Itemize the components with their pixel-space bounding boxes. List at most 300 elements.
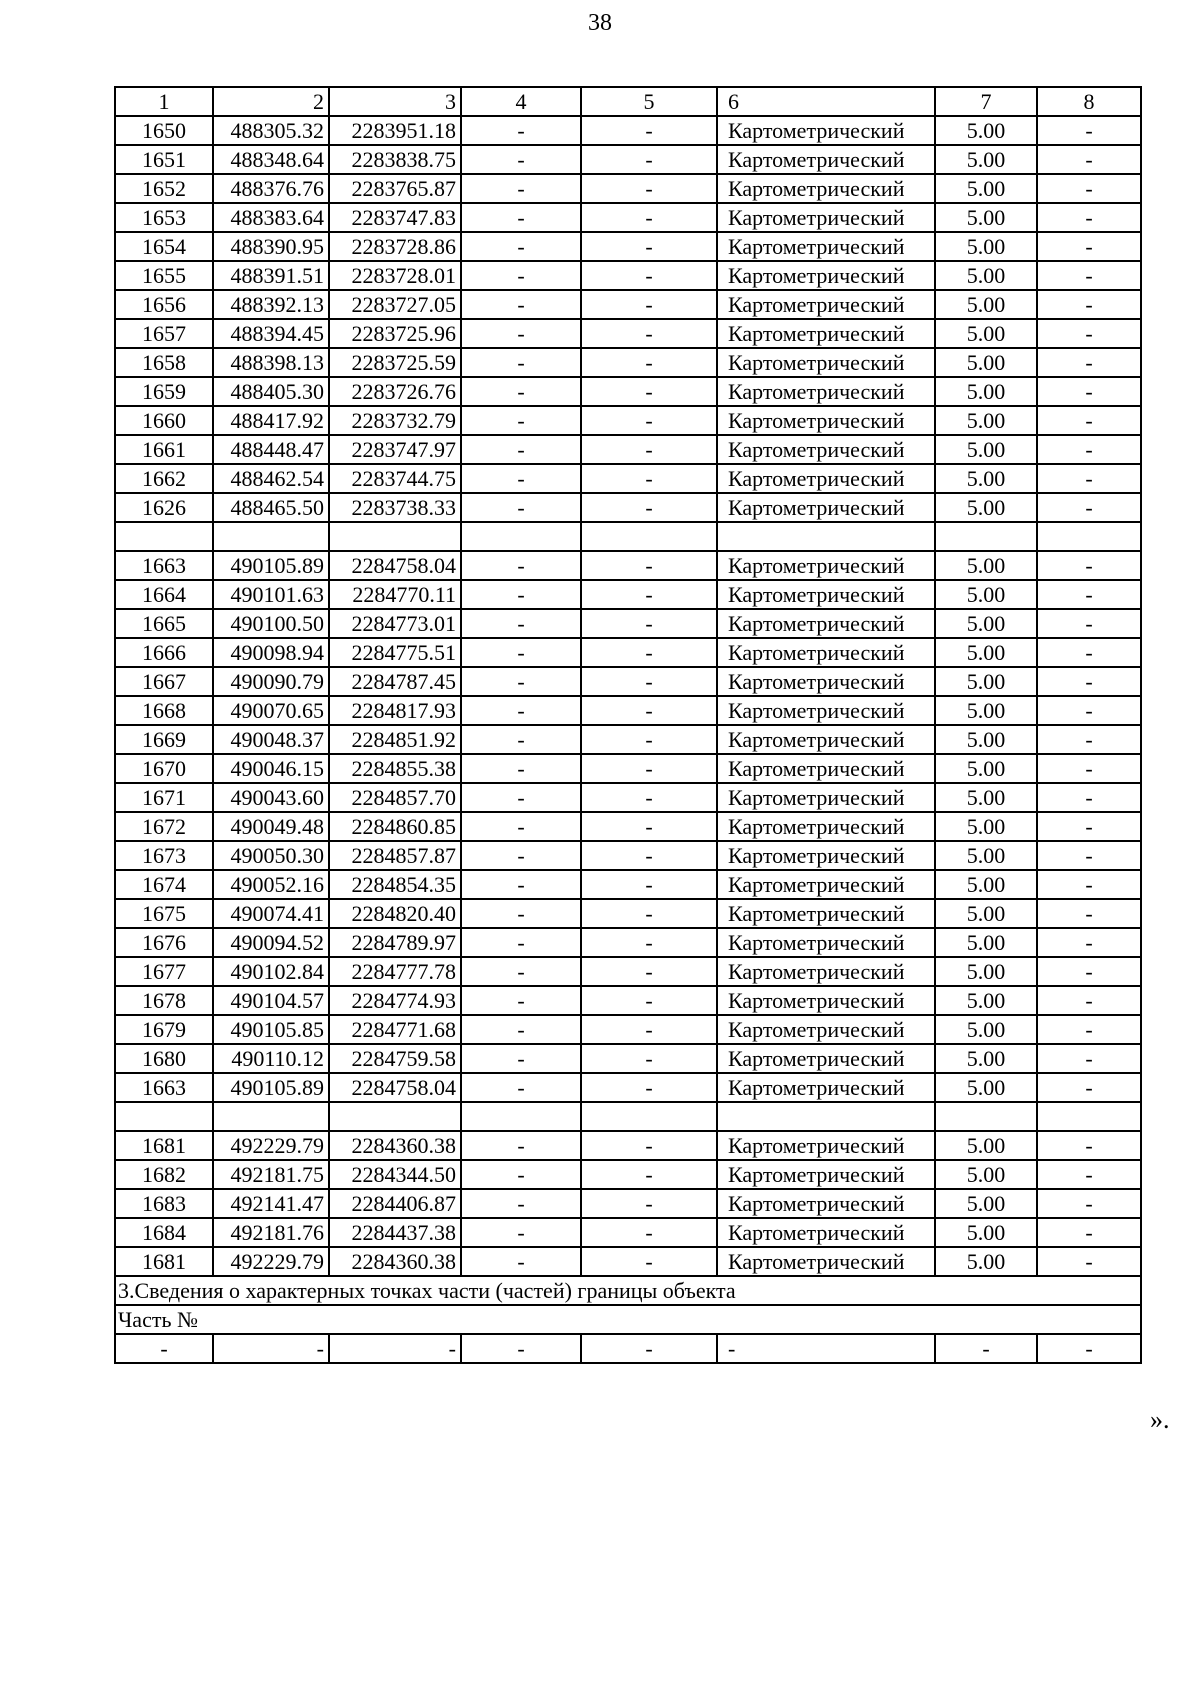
table-cell: 2283725.96 — [329, 319, 461, 348]
table-cell: 490102.84 — [213, 957, 329, 986]
separator-row — [115, 1102, 1141, 1131]
table-cell: 1664 — [115, 580, 213, 609]
table-cell: 5.00 — [935, 261, 1037, 290]
table-cell: - — [1037, 174, 1141, 203]
table-cell: - — [461, 1015, 581, 1044]
table-cell: 490094.52 — [213, 928, 329, 957]
table-cell: 5.00 — [935, 435, 1037, 464]
table-cell: - — [461, 609, 581, 638]
table-cell — [329, 522, 461, 551]
table-cell: Картометрический — [717, 783, 935, 812]
table-cell — [461, 522, 581, 551]
table-cell — [461, 1102, 581, 1131]
table-cell — [115, 1102, 213, 1131]
table-cell: 5.00 — [935, 696, 1037, 725]
table-cell: - — [1037, 609, 1141, 638]
table-cell: Картометрический — [717, 725, 935, 754]
table-cell: - — [1037, 1247, 1141, 1276]
table-cell: 2284406.87 — [329, 1189, 461, 1218]
table-row — [115, 203, 1141, 232]
table-cell: 490105.89 — [213, 551, 329, 580]
table-row — [115, 551, 1141, 580]
table-cell: - — [1037, 1334, 1141, 1363]
table-cell: 492229.79 — [213, 1247, 329, 1276]
table-cell: - — [461, 174, 581, 203]
table-cell: Картометрический — [717, 812, 935, 841]
final-row — [115, 1334, 1141, 1363]
table-cell: 1660 — [115, 406, 213, 435]
table-cell: - — [461, 1218, 581, 1247]
table-row — [115, 406, 1141, 435]
table-cell: Картометрический — [717, 435, 935, 464]
table-cell: 2284771.68 — [329, 1015, 461, 1044]
table-cell: Картометрический — [717, 1218, 935, 1247]
table-cell: 5.00 — [935, 232, 1037, 261]
table-cell: - — [581, 116, 717, 145]
table-cell: 2284773.01 — [329, 609, 461, 638]
table-cell — [581, 522, 717, 551]
table-cell: 1663 — [115, 1073, 213, 1102]
table-cell: 3 — [329, 87, 461, 116]
table-cell: 1655 — [115, 261, 213, 290]
table-cell: 5.00 — [935, 1015, 1037, 1044]
table-cell: 1650 — [115, 116, 213, 145]
table-cell: 1626 — [115, 493, 213, 522]
table-cell: 488465.50 — [213, 493, 329, 522]
table-cell: 5.00 — [935, 667, 1037, 696]
table-cell: 1670 — [115, 754, 213, 783]
table-cell: 2284789.97 — [329, 928, 461, 957]
table-cell: Картометрический — [717, 145, 935, 174]
table-cell: - — [581, 986, 717, 1015]
table-cell — [717, 522, 935, 551]
table-cell: - — [461, 841, 581, 870]
table-cell: 1665 — [115, 609, 213, 638]
table-cell: - — [1037, 203, 1141, 232]
table-cell: - — [581, 1015, 717, 1044]
table-cell: - — [1037, 667, 1141, 696]
table-cell: - — [461, 290, 581, 319]
table-cell: Картометрический — [717, 1247, 935, 1276]
table-cell: 2284817.93 — [329, 696, 461, 725]
table-row — [115, 1189, 1141, 1218]
table-cell: 1668 — [115, 696, 213, 725]
table-cell: - — [1037, 638, 1141, 667]
table-row — [115, 580, 1141, 609]
table-cell: - — [461, 986, 581, 1015]
table-cell: - — [461, 232, 581, 261]
table-cell: - — [581, 1189, 717, 1218]
table-cell: 488391.51 — [213, 261, 329, 290]
table-cell: 490104.57 — [213, 986, 329, 1015]
table-cell: 490050.30 — [213, 841, 329, 870]
table-cell: Картометрический — [717, 580, 935, 609]
table-cell: - — [461, 1073, 581, 1102]
table-cell: 488392.13 — [213, 290, 329, 319]
table-cell: - — [581, 290, 717, 319]
table-cell: 2284360.38 — [329, 1131, 461, 1160]
table-cell: - — [581, 696, 717, 725]
table-row — [115, 145, 1141, 174]
table-cell: Картометрический — [717, 377, 935, 406]
table-cell: 490074.41 — [213, 899, 329, 928]
table-cell: 2283765.87 — [329, 174, 461, 203]
table-cell: Картометрический — [717, 1131, 935, 1160]
table-cell: 5.00 — [935, 290, 1037, 319]
table-cell: - — [461, 1160, 581, 1189]
table-cell: - — [581, 261, 717, 290]
table-cell: 1659 — [115, 377, 213, 406]
table-row — [115, 783, 1141, 812]
table-cell: 5.00 — [935, 1247, 1037, 1276]
table-cell: 2283725.59 — [329, 348, 461, 377]
table-cell: 2 — [213, 87, 329, 116]
table-cell: - — [461, 928, 581, 957]
table-cell: - — [461, 667, 581, 696]
table-cell: - — [1037, 928, 1141, 957]
table-cell: - — [581, 406, 717, 435]
table-cell: 1671 — [115, 783, 213, 812]
table-cell: Картометрический — [717, 1015, 935, 1044]
table-cell: - — [935, 1334, 1037, 1363]
table-cell — [935, 1102, 1037, 1131]
table-cell — [213, 1102, 329, 1131]
table-cell: 2284360.38 — [329, 1247, 461, 1276]
table-cell: Картометрический — [717, 232, 935, 261]
table-cell: Картометрический — [717, 957, 935, 986]
table-cell: - — [1037, 406, 1141, 435]
table-cell: Картометрический — [717, 696, 935, 725]
table-cell: - — [581, 377, 717, 406]
table-cell — [329, 1102, 461, 1131]
table-row — [115, 1247, 1141, 1276]
table-cell: 1677 — [115, 957, 213, 986]
table-cell: 2284857.87 — [329, 841, 461, 870]
table-row — [115, 609, 1141, 638]
table-cell: 490090.79 — [213, 667, 329, 696]
table-cell: 488383.64 — [213, 203, 329, 232]
table-cell: - — [461, 435, 581, 464]
table-cell: - — [461, 899, 581, 928]
table-cell: - — [581, 551, 717, 580]
table-cell: Картометрический — [717, 899, 935, 928]
table-cell — [935, 522, 1037, 551]
table-cell: - — [461, 348, 581, 377]
table-cell: 490046.15 — [213, 754, 329, 783]
table-cell: 1681 — [115, 1131, 213, 1160]
table-cell: 2283726.76 — [329, 377, 461, 406]
table-cell: Картометрический — [717, 1160, 935, 1189]
table-cell: 1661 — [115, 435, 213, 464]
table-cell: 1675 — [115, 899, 213, 928]
table-row — [115, 116, 1141, 145]
part-label-row — [115, 1305, 1141, 1334]
table-cell: - — [329, 1334, 461, 1363]
table-cell: 490052.16 — [213, 870, 329, 899]
table-cell: 5.00 — [935, 841, 1037, 870]
table-row — [115, 493, 1141, 522]
table-row — [115, 319, 1141, 348]
table-cell: 2283747.83 — [329, 203, 461, 232]
table-row — [115, 174, 1141, 203]
table-row — [115, 841, 1141, 870]
table-cell: 5.00 — [935, 928, 1037, 957]
table-cell: - — [1037, 1044, 1141, 1073]
table-row — [115, 435, 1141, 464]
table-cell: 2283744.75 — [329, 464, 461, 493]
table-cell: Картометрический — [717, 986, 935, 1015]
table-cell: - — [581, 1044, 717, 1073]
table-cell: 1673 — [115, 841, 213, 870]
table-cell: 1672 — [115, 812, 213, 841]
table-cell: 492181.75 — [213, 1160, 329, 1189]
table-cell: - — [1037, 1160, 1141, 1189]
table-cell: - — [1037, 290, 1141, 319]
table-row — [115, 261, 1141, 290]
table-row — [115, 290, 1141, 319]
table-cell: - — [1037, 116, 1141, 145]
table-cell: 492141.47 — [213, 1189, 329, 1218]
table-cell — [213, 522, 329, 551]
table-cell: 1666 — [115, 638, 213, 667]
table-cell: 5.00 — [935, 1131, 1037, 1160]
table-cell: 2284860.85 — [329, 812, 461, 841]
table-cell: - — [461, 696, 581, 725]
table-cell: 5.00 — [935, 812, 1037, 841]
table-cell: 2284855.38 — [329, 754, 461, 783]
table-cell: Картометрический — [717, 754, 935, 783]
table-row — [115, 638, 1141, 667]
table-cell: Картометрический — [717, 841, 935, 870]
table-cell: - — [581, 1160, 717, 1189]
table-cell — [115, 522, 213, 551]
table-cell — [1037, 522, 1141, 551]
table-cell: 1658 — [115, 348, 213, 377]
table-cell: Картометрический — [717, 493, 935, 522]
table-row — [115, 1073, 1141, 1102]
table-cell: Картометрический — [717, 319, 935, 348]
table-cell: - — [581, 1131, 717, 1160]
table-cell: - — [1037, 812, 1141, 841]
section-title-row — [115, 1276, 1141, 1305]
table-cell: - — [581, 1218, 717, 1247]
table-cell: Картометрический — [717, 116, 935, 145]
table-cell: 492181.76 — [213, 1218, 329, 1247]
table-cell: - — [1037, 261, 1141, 290]
table-cell: 5.00 — [935, 1044, 1037, 1073]
table-cell: 1681 — [115, 1247, 213, 1276]
table-cell: 488305.32 — [213, 116, 329, 145]
table-cell: 490100.50 — [213, 609, 329, 638]
table-cell: - — [461, 870, 581, 899]
table-row — [115, 348, 1141, 377]
table-cell: - — [717, 1334, 935, 1363]
table-cell: - — [461, 116, 581, 145]
table-cell: 5.00 — [935, 1218, 1037, 1247]
table-cell: 490105.89 — [213, 1073, 329, 1102]
table-cell: - — [461, 783, 581, 812]
table-cell: - — [1037, 580, 1141, 609]
table-cell: 5.00 — [935, 1073, 1037, 1102]
table-cell: Картометрический — [717, 203, 935, 232]
table-cell: 5.00 — [935, 580, 1037, 609]
table-cell: - — [1037, 986, 1141, 1015]
table-cell: 1653 — [115, 203, 213, 232]
table-cell: 5.00 — [935, 957, 1037, 986]
table-cell: 2284758.04 — [329, 1073, 461, 1102]
table-row — [115, 464, 1141, 493]
table-cell: 5.00 — [935, 725, 1037, 754]
table-cell: - — [581, 841, 717, 870]
table-cell: Картометрический — [717, 1073, 935, 1102]
table-cell: - — [1037, 232, 1141, 261]
table-row — [115, 232, 1141, 261]
table-cell: 5.00 — [935, 609, 1037, 638]
table-cell: 1683 — [115, 1189, 213, 1218]
closing-quote-mark: ». — [1150, 1405, 1170, 1434]
table-cell: - — [461, 1247, 581, 1276]
table-cell: 1669 — [115, 725, 213, 754]
table-cell: - — [581, 348, 717, 377]
table-row — [115, 1131, 1141, 1160]
table-cell: 5.00 — [935, 986, 1037, 1015]
table-cell — [581, 1102, 717, 1131]
table-cell: 488417.92 — [213, 406, 329, 435]
table-cell: 1667 — [115, 667, 213, 696]
table-cell: Картометрический — [717, 928, 935, 957]
table-cell: - — [581, 928, 717, 957]
table-cell: 5.00 — [935, 1189, 1037, 1218]
table-cell: 2284759.58 — [329, 1044, 461, 1073]
table-cell: Картометрический — [717, 406, 935, 435]
table-cell: 5.00 — [935, 406, 1037, 435]
table-cell: - — [1037, 696, 1141, 725]
table-cell: 492229.79 — [213, 1131, 329, 1160]
table-cell: 488462.54 — [213, 464, 329, 493]
table-cell: 2283728.86 — [329, 232, 461, 261]
table-cell: - — [1037, 464, 1141, 493]
table-cell: - — [461, 319, 581, 348]
table-cell: 488398.13 — [213, 348, 329, 377]
table-cell: 1652 — [115, 174, 213, 203]
table-cell: - — [1037, 348, 1141, 377]
table-cell: 2284851.92 — [329, 725, 461, 754]
table-cell: 488376.76 — [213, 174, 329, 203]
table-cell: 7 — [935, 87, 1037, 116]
table-cell: Картометрический — [717, 870, 935, 899]
table-cell: 1684 — [115, 1218, 213, 1247]
table-cell: 5.00 — [935, 638, 1037, 667]
table-cell: 2284854.35 — [329, 870, 461, 899]
table-cell: 2284770.11 — [329, 580, 461, 609]
table-cell: 2284758.04 — [329, 551, 461, 580]
table-cell: - — [1037, 377, 1141, 406]
table-cell: 4 — [461, 87, 581, 116]
table-cell: 5.00 — [935, 145, 1037, 174]
table-cell: 488448.47 — [213, 435, 329, 464]
table-cell: 5.00 — [935, 551, 1037, 580]
table-cell: 5.00 — [935, 899, 1037, 928]
table-cell: - — [581, 1247, 717, 1276]
table-cell: 2284344.50 — [329, 1160, 461, 1189]
table-cell: - — [461, 754, 581, 783]
table-cell: 490049.48 — [213, 812, 329, 841]
table-cell: 2284774.93 — [329, 986, 461, 1015]
table-row — [115, 377, 1141, 406]
table-cell: - — [581, 174, 717, 203]
table-cell: 5.00 — [935, 754, 1037, 783]
table-cell: 5.00 — [935, 116, 1037, 145]
table-cell: 2283951.18 — [329, 116, 461, 145]
table-cell: 5.00 — [935, 377, 1037, 406]
table-row — [115, 899, 1141, 928]
table-cell: - — [581, 754, 717, 783]
table-cell: 2284437.38 — [329, 1218, 461, 1247]
table-row — [115, 986, 1141, 1015]
table-cell: - — [461, 1334, 581, 1363]
table-cell: - — [581, 464, 717, 493]
part-label-row-cell: Часть № — [115, 1305, 1141, 1334]
table-cell: - — [1037, 841, 1141, 870]
table-cell: 2283728.01 — [329, 261, 461, 290]
table-cell: 2283727.05 — [329, 290, 461, 319]
table-cell: 490101.63 — [213, 580, 329, 609]
table-cell: - — [1037, 319, 1141, 348]
table-row — [115, 667, 1141, 696]
table-cell: - — [1037, 493, 1141, 522]
table-cell: 488394.45 — [213, 319, 329, 348]
table-row — [115, 1218, 1141, 1247]
table-cell: - — [581, 609, 717, 638]
table-cell: 1656 — [115, 290, 213, 319]
table-cell: - — [1037, 1073, 1141, 1102]
table-cell: - — [1037, 1218, 1141, 1247]
table-cell: - — [1037, 1189, 1141, 1218]
table-cell: 2283747.97 — [329, 435, 461, 464]
table-cell: - — [1037, 870, 1141, 899]
table-row — [115, 1160, 1141, 1189]
table-row — [115, 696, 1141, 725]
table-cell: 2284787.45 — [329, 667, 461, 696]
table-cell: 5.00 — [935, 319, 1037, 348]
table-cell: - — [1037, 1131, 1141, 1160]
table-cell: 2284777.78 — [329, 957, 461, 986]
table-cell: - — [581, 145, 717, 174]
table-cell: - — [1037, 1015, 1141, 1044]
table-cell: - — [461, 493, 581, 522]
table-cell: - — [581, 232, 717, 261]
table-cell: - — [461, 580, 581, 609]
table-cell: 1 — [115, 87, 213, 116]
table-row — [115, 812, 1141, 841]
table-cell: 1676 — [115, 928, 213, 957]
table-cell: Картометрический — [717, 174, 935, 203]
table-cell: - — [1037, 435, 1141, 464]
table-cell — [717, 1102, 935, 1131]
table-cell: 488405.30 — [213, 377, 329, 406]
table-cell: 5.00 — [935, 493, 1037, 522]
table-cell: - — [581, 899, 717, 928]
table-row — [115, 928, 1141, 957]
table-cell: 490048.37 — [213, 725, 329, 754]
table-cell: Картометрический — [717, 609, 935, 638]
table-cell: 6 — [717, 87, 935, 116]
table-cell: - — [581, 203, 717, 232]
table-cell: - — [461, 406, 581, 435]
table-cell: 488348.64 — [213, 145, 329, 174]
table-cell: 2284820.40 — [329, 899, 461, 928]
table-cell: - — [1037, 783, 1141, 812]
